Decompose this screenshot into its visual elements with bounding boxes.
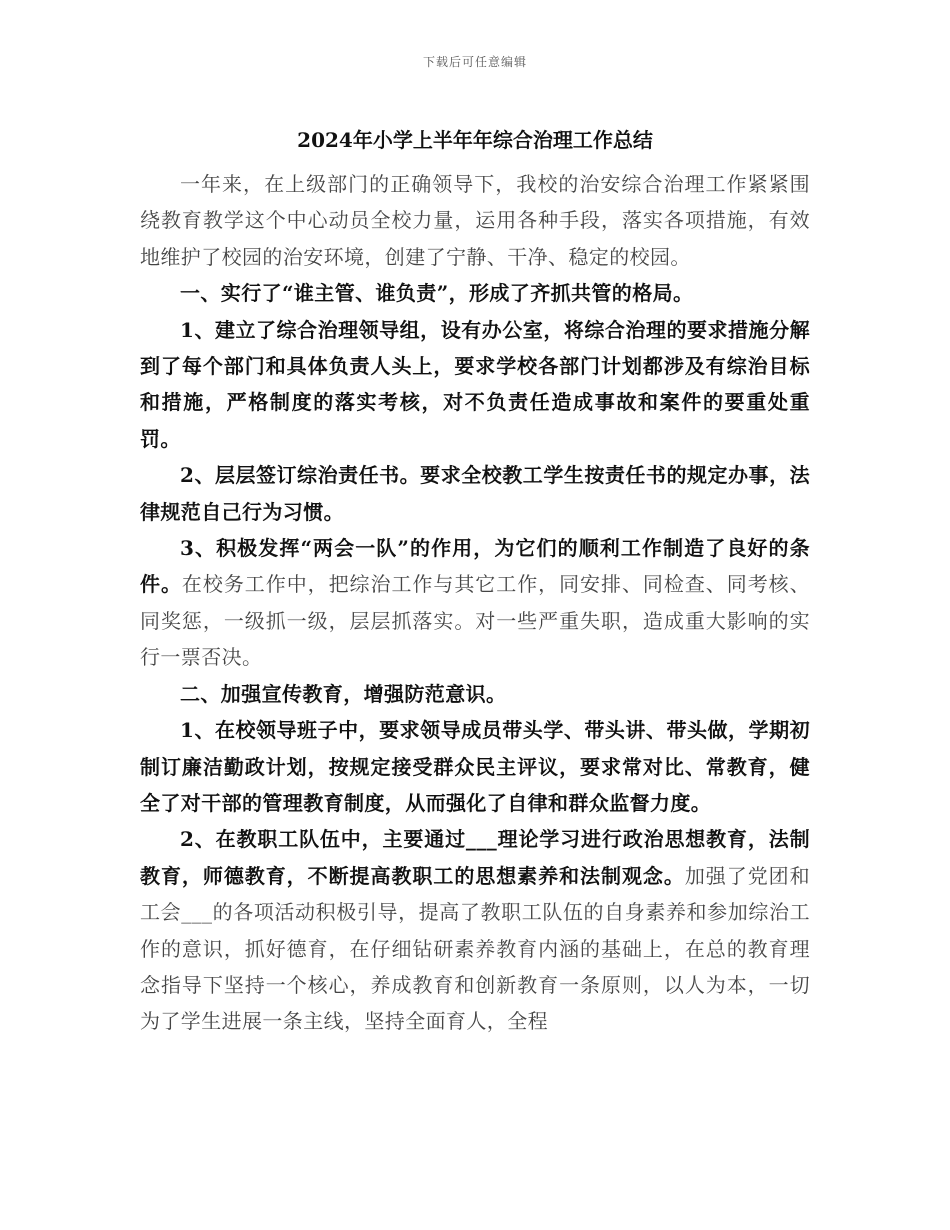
paragraph-1-2: [140, 457, 810, 530]
paragraph-2-1: [140, 712, 810, 821]
heading-text: 二、加强宣传教育，增强防范意识。: [180, 681, 507, 706]
paragraph-text: 在校务工作中，把综治工作与其它工作，同安排、同检查、同考核、同奖惩，一级抓一级，层层抓落实。对一些严重失职，造成重大影响的实行一票否决。: [140, 572, 810, 670]
paragraph-1-1: [140, 312, 810, 458]
section-heading-1: [140, 275, 810, 311]
paragraph-lead-text: 3、积极发挥“两会一队”的作用，为它们的顺利工作制造了良好的条件。: [140, 536, 810, 597]
paragraph-2-2: [140, 821, 810, 1039]
page-header: 下载后可任意编辑: [422, 55, 527, 69]
paragraph-text: 2、层层签订综治责任书。要求全校教工学生按责任书的规定办事，法律规范自己行为习惯。: [140, 463, 810, 524]
heading-text: 一、实行了“谁主管、谁负责”，形成了齐抓共管的格局。: [180, 281, 694, 306]
paragraph-lead-text: 2、在教职工队伍中，主要通过___理论学习进行政治思想教育，法制教育，师德教育，不断提高教职工的思想素养和法制观念。: [140, 827, 810, 888]
paragraph-intro: [140, 166, 810, 275]
paragraph-1-3: [140, 530, 810, 676]
paragraph-text: 1、在校领导班子中，要求领导成员带头学、带头讲、带头做，学期初制订廉洁勤政计划，按规定接受群众民主评议，要求常对比、常教育，健全了对干部的管理教育制度，从而强化了自律和群众监督力度。: [140, 718, 810, 815]
section-heading-2: [140, 676, 810, 712]
paragraph-text: 一年来，在上级部门的正确领导下，我校的治安综合治理工作紧紧围绕教育教学这个中心动员全校力量，运用各种手段，落实各项措施，有效地维护了校园的治安环境，创建了宁静、干净、稳定的校园。: [140, 172, 810, 269]
document-title: 2024年小学上半年年综合治理工作总结: [297, 128, 653, 152]
paragraph-text: 1、建立了综合治理领导组，设有办公室，将综合治理的要求措施分解到了每个部门和具体负责人头上，要求学校各部门计划都涉及有综治目标和措施，严格制度的落实考核，对不负责任造成事故和案件的要重处重罚。: [140, 317, 810, 451]
document-body: [140, 166, 810, 1040]
paragraph-text: 加强了党团和工会___的各项活动积极引导，提高了教职工队伍的自身素养和参加综治工作的意识，抓好德育，在仔细钻研素养教育内涵的基础上，在总的教育理念指导下坚持一个核心，养成教育和创新教育一条原则，以人为本，一切为了学生进展一条主线，坚持全面育人，全程: [140, 863, 811, 1034]
